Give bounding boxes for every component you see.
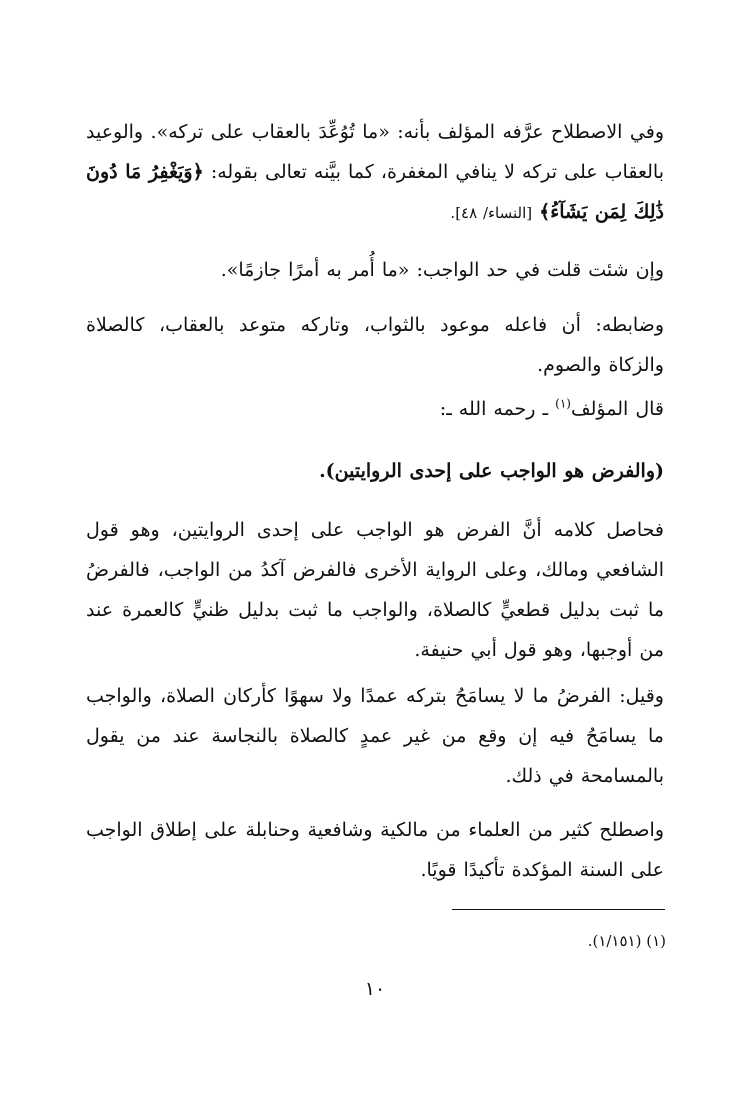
matn-quote: (والفرض هو الواجب على إحدى الروايتين). [319,460,664,482]
paragraph-author-said [86,389,664,429]
paragraph-terminology: واصطلح كثير من العلماء من مالكية وشافعية وحنابلة على إطلاق الواجب على السنة المؤكدة تأكيدًا قويًا. [86,819,664,881]
footnote-marker: (١) [555,396,571,411]
author-said-text: قال المؤلف [570,398,664,420]
footnote: (١) (١/١٥١). [587,932,666,950]
page-number: ١٠ [364,978,386,1000]
paragraph-criterion: وضابطه: أن فاعله موعود بالثواب، وتاركه متوعد بالعقاب، كالصلاة والزكاة والصوم. [86,314,664,376]
paragraph-summary: فحاصل كلامه أنَّ الفرض هو الواجب على إحدى الروايتين، وهو قول الشافعي ومالك، وعلى الرواية الأخرى فالفرض آكدُ من الواجب، فالفرضُ ما ثبت بدليل قطعيٍّ كالصلاة، والواجب ما ثبت بدليل ظنيٍّ كالعمرة عند من أوجبها، وهو قول أبي حنيفة. [86,519,664,661]
paragraph-definition-text: وفي الاصطلاح عرَّفه المؤلف بأنه: «ما تُوُعِّدَ بالعقاب على تركه». والوعيد بالعقاب على تركه لا ينافي المغفرة، كما بيَّنه تعالى بقوله: [86,121,664,183]
quran-verse: ﴿وَيَغْفِرُ مَا دُونَ ذَٰلِكَ لِمَن يَشَآءُ﴾ [86,161,664,223]
paragraph-wajib-definition: وإن شئت قلت في حد الواجب: «ما أُمر به أمرًا جازمًا». [220,259,664,281]
footnote-divider [452,909,665,910]
paragraph-alternative-view: وقيل: الفرضُ ما لا يسامَحُ بتركه عمدًا ولا سهوًا كأركان الصلاة، والواجب ما يسامَحُ فيه إن وقع من غير عمدٍ كالصلاة بالنجاسة عند من يقول بالمسامحة في ذلك. [86,685,664,787]
paragraph-definition [86,112,664,233]
quran-reference: [النساء/ ٤٨]. [450,204,533,222]
author-said-tail: ـ رحمه الله ـ: [439,398,556,420]
